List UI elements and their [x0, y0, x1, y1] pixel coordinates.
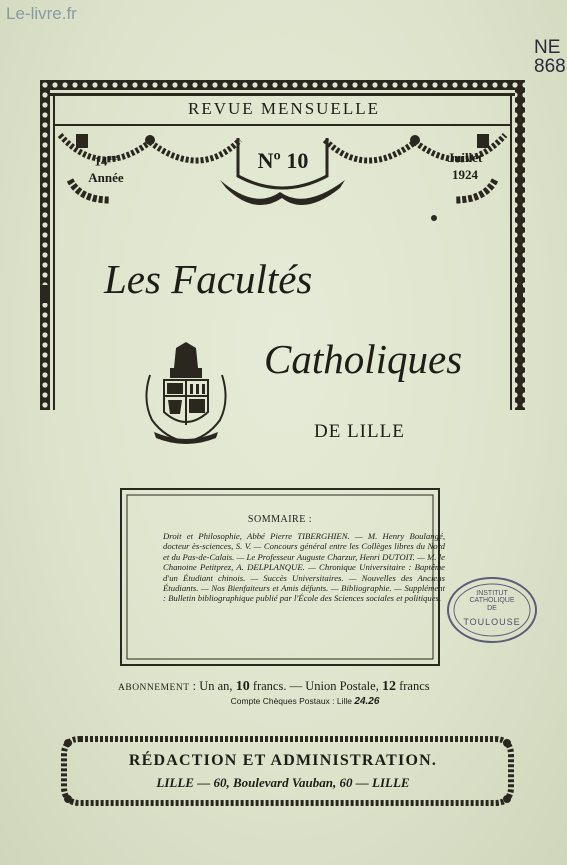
issue-number: Nº 10 — [257, 148, 309, 173]
subscription-text-1: : Un an, — [192, 679, 233, 693]
stamp-line-3: TOULOUSE — [463, 617, 521, 627]
subscription-amount-2: 12 — [381, 679, 396, 694]
administration-title: RÉDACTION ET ADMINISTRATION. — [128, 752, 438, 769]
watermark: Le-livre.fr — [6, 4, 77, 23]
administration-frame — [60, 735, 515, 807]
issue-year: 1924 — [452, 167, 478, 182]
coat-of-arms-icon — [140, 340, 232, 448]
library-stamp — [446, 575, 538, 645]
stamp-line-2: DE — [487, 605, 497, 612]
title-line-3: DE LILLE — [314, 421, 405, 442]
issue-month: Juillet — [447, 150, 483, 165]
subscription-text-3: francs — [399, 679, 430, 693]
issue-date — [430, 149, 500, 183]
postal-account-label: Compte Chèques Postaux : Lille — [230, 696, 353, 706]
revue-mensuelle-label: REVUE MENSUELLE — [188, 99, 380, 118]
annee-number: 14 — [94, 153, 108, 169]
title-line-2: Catholiques — [264, 336, 463, 382]
stamp-line-1: INSTITUT CATHOLIQUE — [469, 590, 515, 604]
postal-account-line — [205, 696, 405, 707]
subscription-line — [118, 679, 478, 695]
annee-word: Année — [88, 170, 124, 186]
annee-superscript: me — [107, 153, 118, 162]
sommaire-heading: SOMMAIRE : — [247, 514, 313, 525]
title-line-1: Les Facultés — [104, 256, 313, 302]
administration-address: LILLE — 60, Boulevard Vauban, 60 — LILLE — [156, 775, 410, 790]
annee-label — [78, 149, 134, 186]
postal-account-number: 24.26 — [354, 696, 380, 707]
subscription-amount-1: 10 — [235, 679, 250, 694]
sommaire-text: Droit et Philosophie, Abbé Pierre TIBERGHIEN. — M. Henry Boulangé, docteur ès-sciences, S. V. — Concours général entre les Collèges libres du Nord et du Pas-de-Calais. — Le Professeur Auguste Charzur, Henri DUTOIT. — M. le Chanoine Petitprez, A. DELPLANQUE. — Chronique Universitaire : Baptême d'un Étudiant chinois. — Succès Universitaires. — Nouvelles des Anciens Étudiants. — Nos Bienfaiteurs et Amis défunts. — Bibliographie. — Supplément : Bulletin bibliographique publié par l'École des Sciences sociales et politiques. — [163, 531, 445, 604]
shelfmark-annotation: NE 868 — [534, 37, 566, 77]
subscription-label: ABONNEMENT — [118, 683, 190, 693]
subscription-text-2: francs. — Union Postale, — [252, 679, 379, 693]
